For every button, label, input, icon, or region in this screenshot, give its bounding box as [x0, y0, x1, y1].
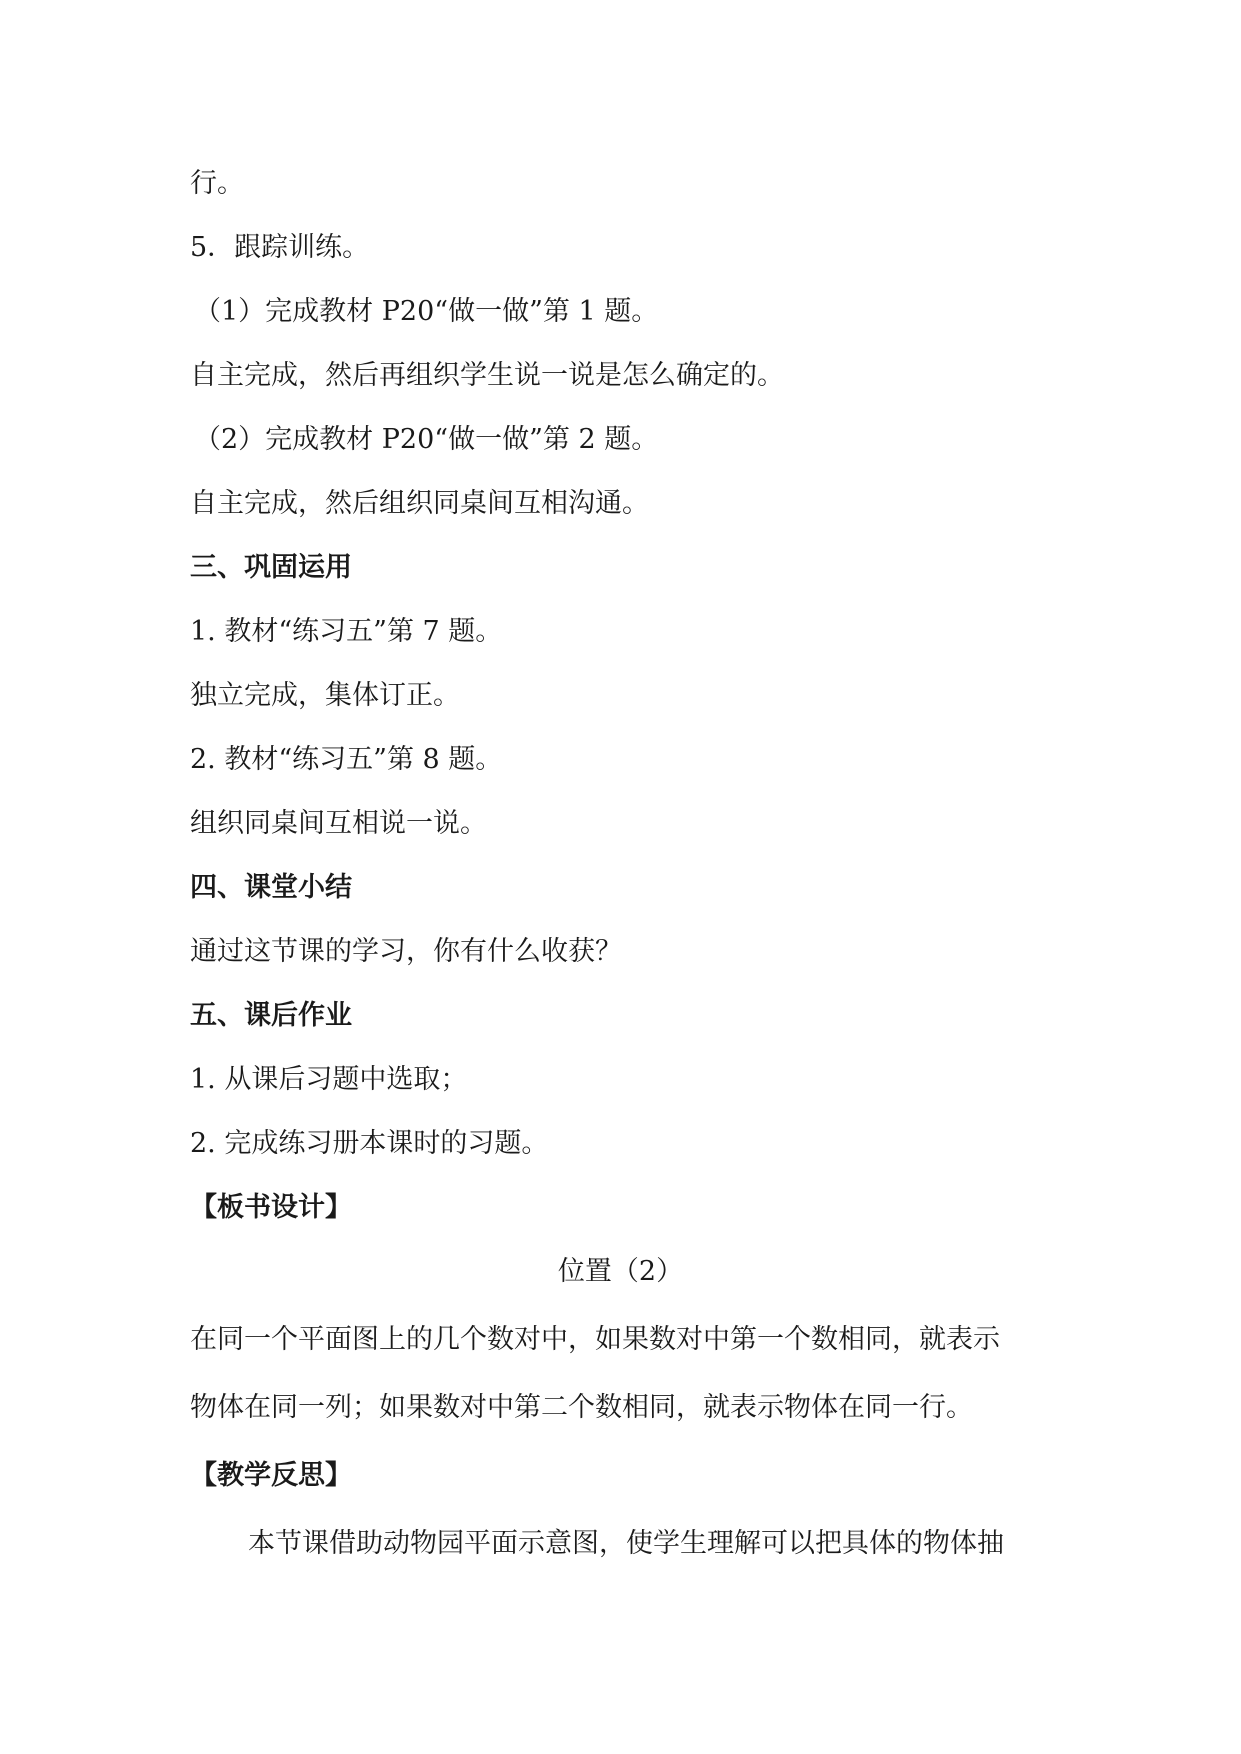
- board-title: 位置（2）: [557, 1256, 684, 1287]
- section-heading: 【板书设计】: [190, 1192, 352, 1223]
- paragraph-line: 行。: [190, 168, 244, 199]
- paragraph-line: 1. 从课后习题中选取；: [190, 1064, 468, 1095]
- paragraph-line: 2. 完成练习册本课时的习题。: [190, 1128, 549, 1159]
- paragraph-line: 自主完成，然后再组织学生说一说是怎么确定的。: [190, 360, 784, 391]
- paragraph-line: 通过这节课的学习，你有什么收获？: [190, 936, 622, 967]
- paragraph-line: 独立完成，集体订正。: [190, 680, 460, 711]
- section-heading: 【教学反思】: [190, 1460, 352, 1491]
- paragraph-line: 在同一个平面图上的几个数对中，如果数对中第一个数相同，就表示: [190, 1324, 1000, 1355]
- paragraph-line: （2）完成教材 P20“做一做”第 2 题。: [194, 424, 659, 455]
- section-heading: 五、课后作业: [190, 1000, 352, 1031]
- section-heading: 四、课堂小结: [190, 872, 352, 903]
- paragraph-line: 2. 教材“练习五”第 8 题。: [190, 744, 503, 775]
- section-heading: 三、巩固运用: [190, 552, 352, 583]
- paragraph-line: （1）完成教材 P20“做一做”第 1 题。: [194, 296, 659, 327]
- paragraph-line: 1. 教材“练习五”第 7 题。: [190, 616, 503, 647]
- paragraph-line: 物体在同一列；如果数对中第二个数相同，就表示物体在同一行。: [190, 1392, 973, 1423]
- paragraph-line: 自主完成，然后组织同桌间互相沟通。: [190, 488, 649, 519]
- paragraph-line: 组织同桌间互相说一说。: [190, 808, 487, 839]
- paragraph-line: 5．跟踪训练。: [190, 232, 370, 263]
- paragraph-line: 本节课借助动物园平面示意图，使学生理解可以把具体的物体抽: [248, 1528, 1004, 1559]
